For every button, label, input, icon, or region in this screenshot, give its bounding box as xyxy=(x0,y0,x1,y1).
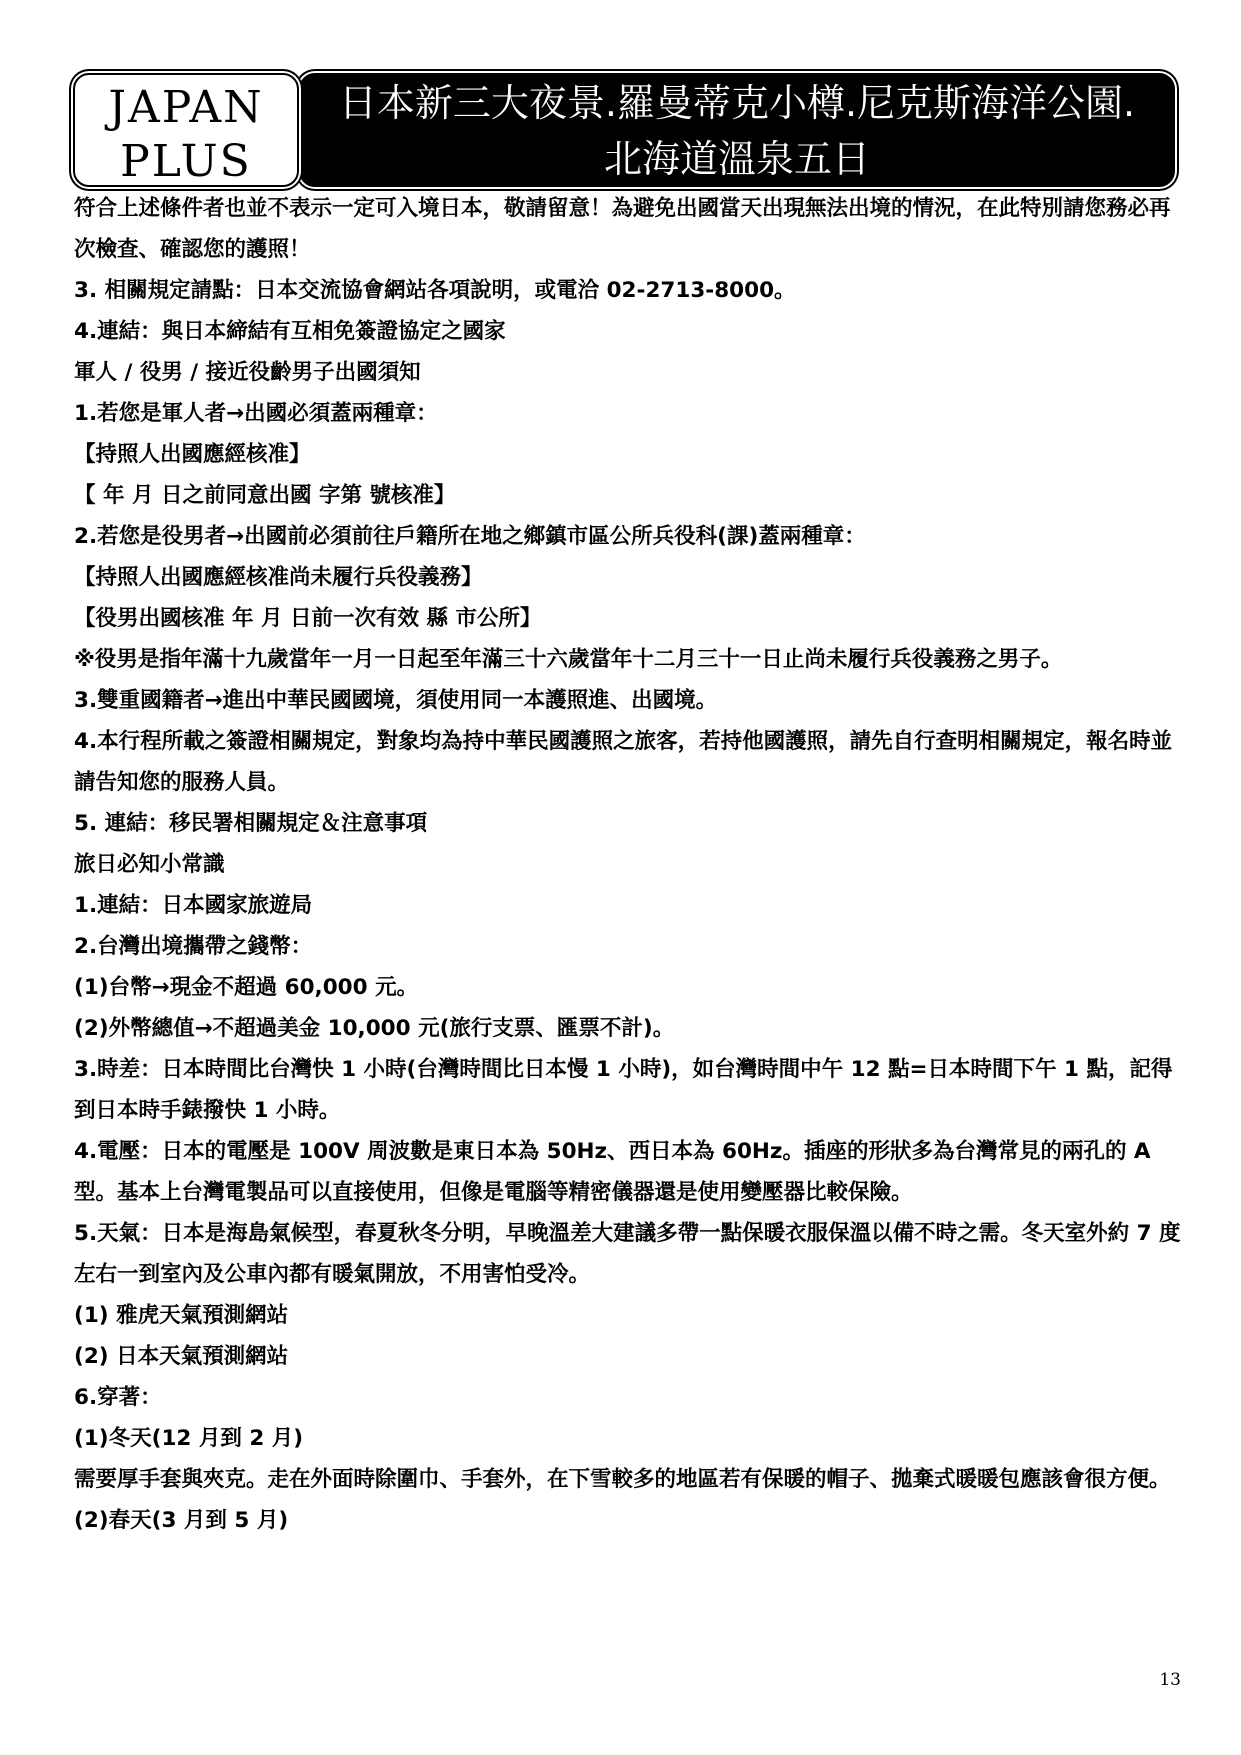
header xyxy=(73,73,1175,189)
paragraph: ※役男是指年滿十九歲當年一月一日起至年滿三十六歲當年十二月三十一日止尚未履行兵役義務之男子。 xyxy=(74,647,1063,672)
paragraph: (1)台幣→現金不超過 60,000 元。 xyxy=(74,975,419,1000)
brand-logo xyxy=(73,73,299,187)
paragraph: 2.台灣出境攜帶之錢幣： xyxy=(74,934,313,959)
paragraph: 5.天氣：日本是海島氣候型，春夏秋冬分明，早晚溫差大建議多帶一點保暖衣服保溫以備不時之需。冬天室外約 7 度左右一到室內及公車內都有暖氣開放，不用害怕受冷。 xyxy=(74,1221,1181,1287)
paragraph: (2)外幣總值→不超過美金 10,000 元(旅行支票、匯票不計)。 xyxy=(74,1016,675,1041)
paragraph: 5. 連結：移民署相關規定＆注意事項 xyxy=(74,811,428,836)
document-body xyxy=(74,188,1190,1541)
paragraph: (2) 日本天氣預測網站 xyxy=(74,1344,289,1369)
paragraph: 2.若您是役男者→出國前必須前往戶籍所在地之鄉鎮市區公所兵役科(課)蓋兩種章： xyxy=(74,524,866,549)
section-heading: 旅日必知小常識 xyxy=(74,852,225,877)
tour-title-line-1: 日本新三大夜景.羅曼蒂克小樽.尼克斯海洋公園. xyxy=(338,81,1136,125)
paragraph: 4.電壓：日本的電壓是 100V 周波數是東日本為 50Hz、西日本為 60Hz。插座的形狀多為台灣常見的兩孔的 A 型。基本上台灣電製品可以直接使用，但像是電腦等精密儀器還是使用變壓器比較保險。 xyxy=(74,1139,1151,1205)
paragraph: 【持照人出國應經核准】 xyxy=(74,442,311,467)
paragraph: 4.連結：與日本締結有互相免簽證協定之國家 xyxy=(74,319,506,344)
paragraph: 需要厚手套與夾克。走在外面時除圍巾、手套外，在下雪較多的地區若有保暖的帽子、拋棄式暖暖包應該會很方便。 xyxy=(74,1467,1171,1492)
section-heading: 軍人 / 役男 / 接近役齡男子出國須知 xyxy=(74,360,421,385)
paragraph: 3.雙重國籍者→進出中華民國國境，須使用同一本護照進、出國境。 xyxy=(74,688,718,713)
paragraph: 符合上述條件者也並不表示一定可入境日本，敬請留意！為避免出國當天出現無法出境的情況，在此特別請您務必再次檢查、確認您的護照！ xyxy=(74,196,1171,262)
paragraph: 【 年 月 日之前同意出國 字第 號核准】 xyxy=(74,483,456,508)
paragraph: 1.連結：日本國家旅遊局 xyxy=(74,893,313,918)
brand-line-1: JAPAN xyxy=(108,82,264,133)
paragraph: 1.若您是軍人者→出國必須蓋兩種章： xyxy=(74,401,438,426)
paragraph: (2)春天(3 月到 5 月) xyxy=(74,1508,289,1533)
paragraph: 3.時差：日本時間比台灣快 1 小時(台灣時間比日本慢 1 小時)，如台灣時間中午 12 點=日本時間下午 1 點，記得到日本時手錶撥快 1 小時。 xyxy=(74,1057,1173,1123)
paragraph: 6.穿著： xyxy=(74,1385,162,1410)
brand-line-2: PLUS xyxy=(120,136,252,187)
tour-title-banner xyxy=(299,73,1175,187)
paragraph: 3. 相關規定請點：日本交流協會網站各項說明，或電洽 02-2713-8000。 xyxy=(74,278,796,303)
page-number: 13 xyxy=(1159,1670,1181,1690)
paragraph: 【持照人出國應經核准尚未履行兵役義務】 xyxy=(74,565,483,590)
paragraph: (1)冬天(12 月到 2 月) xyxy=(74,1426,304,1451)
paragraph: (1) 雅虎天氣預測網站 xyxy=(74,1303,289,1328)
paragraph: 4.本行程所載之簽證相關規定，對象均為持中華民國護照之旅客，若持他國護照，請先自行查明相關規定，報名時並請告知您的服務人員。 xyxy=(74,729,1173,795)
tour-title-line-2: 北海道溫泉五日 xyxy=(603,137,870,181)
paragraph: 【役男出國核准 年 月 日前一次有效 縣 市公所】 xyxy=(74,606,542,631)
